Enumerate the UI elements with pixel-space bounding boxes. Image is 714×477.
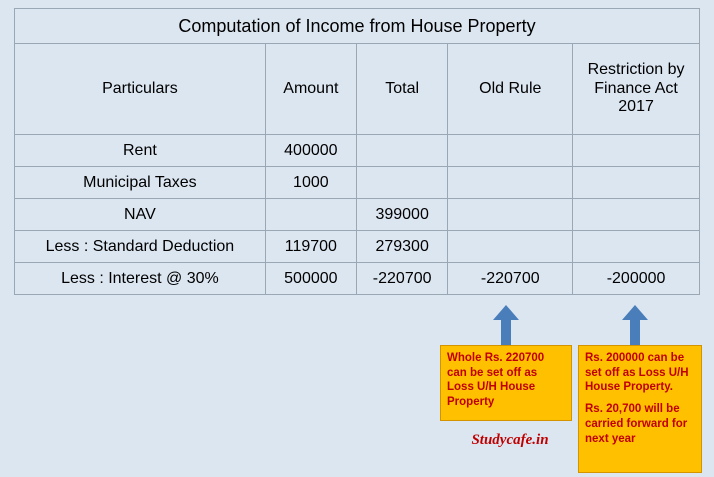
callout-restriction-para2: Rs. 20,700 will be carried forward for next year (585, 403, 688, 445)
cell-restriction: -200000 (573, 263, 700, 295)
table-header-row (15, 44, 700, 135)
header-amount: Amount (265, 44, 356, 135)
up-arrow-icon-old-rule (493, 305, 519, 345)
table-title: Computation of Income from House Property (15, 9, 700, 44)
cell-restriction (573, 199, 700, 231)
cell-particulars: Municipal Taxes (15, 167, 266, 199)
cell-old-rule (448, 167, 573, 199)
table-row (15, 135, 700, 167)
cell-old-rule (448, 231, 573, 263)
cell-total (356, 167, 448, 199)
cell-old-rule (448, 199, 573, 231)
table-row (15, 231, 700, 263)
cell-particulars: Less : Standard Deduction (15, 231, 266, 263)
cell-restriction (573, 167, 700, 199)
header-total: Total (356, 44, 448, 135)
arrow-shaft (630, 318, 640, 345)
cell-total: -220700 (356, 263, 448, 295)
income-computation-table (14, 8, 700, 295)
table-row (15, 167, 700, 199)
cell-old-rule (448, 135, 573, 167)
table-title-row (15, 9, 700, 44)
arrow-shaft (501, 318, 511, 345)
header-old-rule: Old Rule (448, 44, 573, 135)
cell-particulars: Rent (15, 135, 266, 167)
cell-particulars: NAV (15, 199, 266, 231)
cell-restriction (573, 135, 700, 167)
cell-amount: 500000 (265, 263, 356, 295)
cell-amount (265, 199, 356, 231)
cell-amount: 400000 (265, 135, 356, 167)
cell-old-rule: -220700 (448, 263, 573, 295)
cell-total: 279300 (356, 231, 448, 263)
header-restriction: Restriction by Finance Act 2017 (573, 44, 700, 135)
cell-particulars: Less : Interest @ 30% (15, 263, 266, 295)
table-row (15, 263, 700, 295)
up-arrow-icon-restriction (622, 305, 648, 345)
cell-total (356, 135, 448, 167)
cell-total: 399000 (356, 199, 448, 231)
brand-watermark: Studycafe.in (471, 432, 549, 448)
callout-restriction (578, 345, 702, 473)
cell-amount: 1000 (265, 167, 356, 199)
callout-old-rule: Whole Rs. 220700 can be set off as Loss U/H House Property (440, 345, 572, 421)
cell-amount: 119700 (265, 231, 356, 263)
cell-restriction (573, 231, 700, 263)
header-particulars: Particulars (15, 44, 266, 135)
table-row (15, 199, 700, 231)
callout-restriction-para1: Rs. 200000 can be set off as Loss U/H House Property. (585, 352, 689, 394)
